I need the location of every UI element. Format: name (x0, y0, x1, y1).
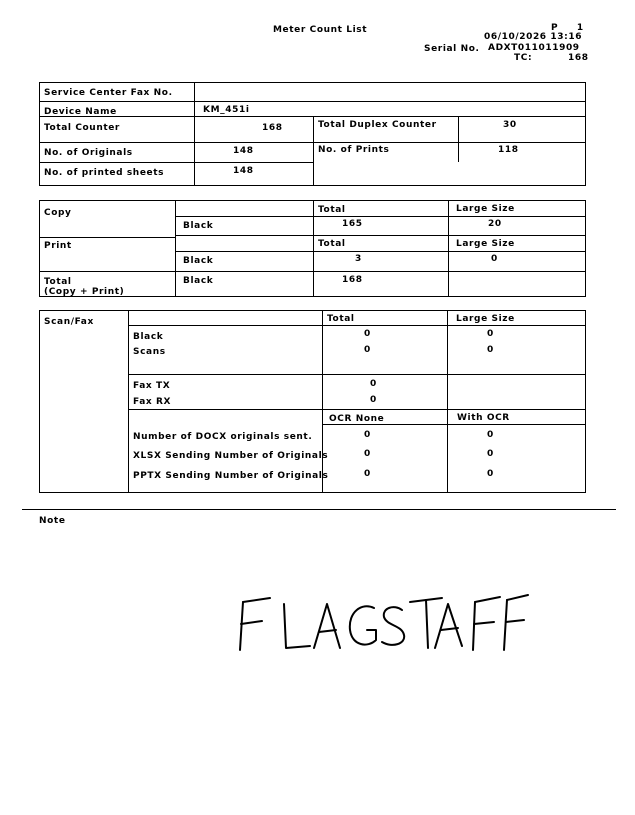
prints-value: 118 (498, 145, 519, 155)
pptx-ocr-none: 0 (364, 469, 371, 479)
copy-large-header: Large Size (456, 204, 515, 214)
fax-tx-value: 0 (370, 379, 377, 389)
grand-total-sublabel: (Copy + Print) (44, 287, 125, 297)
print-black-total: 3 (355, 254, 362, 264)
grand-black-label: Black (183, 276, 214, 286)
xlsx-label: XLSX Sending Number of Originals (133, 451, 329, 461)
copy-black-large: 20 (488, 219, 502, 229)
xlsx-ocr-none: 0 (364, 449, 371, 459)
scan-black-label: Black (133, 332, 164, 342)
prints-label: No. of Prints (318, 145, 390, 155)
originals-value: 148 (233, 146, 254, 156)
report-title: Meter Count List (273, 25, 368, 35)
handwritten-signature (230, 590, 530, 663)
copy-black-total: 165 (342, 219, 363, 229)
service-fax-label: Service Center Fax No. (44, 88, 173, 98)
print-label: Print (44, 241, 72, 251)
total-duplex-value: 30 (503, 120, 517, 130)
fax-tx-label: Fax TX (133, 381, 171, 391)
total-duplex-label: Total Duplex Counter (318, 120, 437, 130)
docx-ocr-none: 0 (364, 430, 371, 440)
ocr-none-header: OCR None (329, 414, 385, 424)
printed-sheets-value: 148 (233, 166, 254, 176)
scan-large-header: Large Size (456, 314, 515, 324)
scan-fax-label: Scan/Fax (44, 317, 94, 327)
xlsx-with-ocr: 0 (487, 449, 494, 459)
tc-label: TC: (514, 53, 533, 63)
print-large-header: Large Size (456, 239, 515, 249)
docx-with-ocr: 0 (487, 430, 494, 440)
total-counter-value: 168 (262, 123, 283, 133)
note-divider (22, 509, 616, 510)
pptx-with-ocr: 0 (487, 469, 494, 479)
print-black-large: 0 (491, 254, 498, 264)
pptx-label: PPTX Sending Number of Originals (133, 471, 329, 481)
with-ocr-header: With OCR (457, 413, 510, 423)
copy-total-header: Total (318, 205, 346, 215)
grand-total-label: Total (44, 277, 72, 287)
scan-black-large: 0 (487, 329, 494, 339)
scan-total-header: Total (327, 314, 355, 324)
copy-black-label: Black (183, 221, 214, 231)
report-datetime: 06/10/2026 13:16 (484, 32, 583, 42)
total-counter-label: Total Counter (44, 123, 120, 133)
serial-label: Serial No. (424, 44, 480, 54)
grand-black-total: 168 (342, 275, 363, 285)
fax-rx-value: 0 (370, 395, 377, 405)
serial-value: ADXT011011909 (488, 43, 580, 53)
print-total-header: Total (318, 239, 346, 249)
docx-label: Number of DOCX originals sent. (133, 432, 313, 442)
note-label: Note (39, 516, 66, 526)
scans-large: 0 (487, 345, 494, 355)
device-name-value: KM_451i (203, 105, 250, 115)
copy-label: Copy (44, 208, 72, 218)
scans-label: Scans (133, 347, 166, 357)
print-black-label: Black (183, 256, 214, 266)
fax-rx-label: Fax RX (133, 397, 172, 407)
scans-total: 0 (364, 345, 371, 355)
printed-sheets-label: No. of printed sheets (44, 168, 165, 178)
tc-value: 168 (568, 53, 589, 63)
device-name-label: Device Name (44, 107, 117, 117)
page-number: P 1 (551, 23, 584, 33)
scan-black-total: 0 (364, 329, 371, 339)
originals-label: No. of Originals (44, 148, 133, 158)
